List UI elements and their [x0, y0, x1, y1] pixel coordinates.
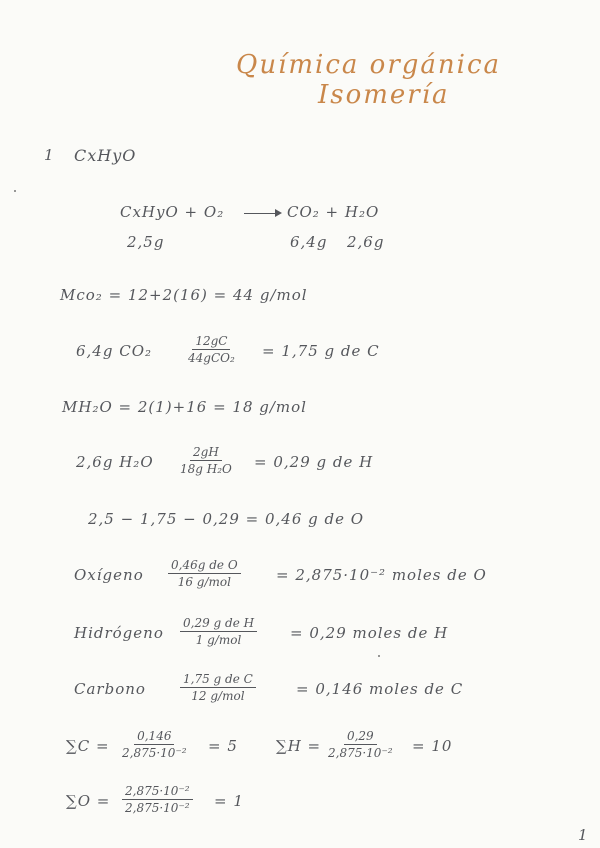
- hydrogen-moles-fraction: [180, 616, 257, 647]
- ratio-o-denominator: 2,875·10⁻²: [125, 801, 190, 815]
- ratio-h-label: ∑H =: [276, 737, 322, 755]
- carbon-calc-fraction: [188, 334, 235, 365]
- page-number: 1: [578, 826, 589, 844]
- mass-reactant: 2,5g: [127, 233, 165, 251]
- molar-mass-co2: Mco₂ = 12+2(16) = 44 g/mol: [60, 286, 308, 304]
- title-line-1: Química orgánica: [236, 50, 502, 80]
- hydrogen-moles-label: Hidrógeno: [74, 624, 164, 642]
- ratio-h-denominator: 2,875·10⁻²: [328, 746, 393, 760]
- ratio-c-numerator: 0,146: [134, 729, 174, 745]
- hydrogen-calc-result: = 0,29 g de H: [254, 453, 374, 471]
- carbon-moles-result: = 0,146 moles de C: [296, 680, 464, 698]
- reaction-left: CxHyO + O₂: [120, 203, 225, 221]
- ratio-h-numerator: 0,29: [344, 729, 377, 745]
- ratio-c-label: ∑C =: [66, 737, 110, 755]
- problem-formula: CxHyO: [74, 146, 137, 165]
- reaction-arrow: [244, 213, 280, 214]
- hydrogen-calc-numerator: 2gH: [190, 445, 222, 461]
- carbon-calc-denominator: 44gCO₂: [188, 351, 235, 365]
- carbon-moles-denominator: 12 g/mol: [191, 689, 245, 703]
- carbon-moles-fraction: [180, 672, 256, 703]
- mass-co2: 6,4g: [290, 233, 328, 251]
- ratio-c-denominator: 2,875·10⁻²: [122, 746, 187, 760]
- oxygen-moles-numerator: 0,46g de O: [168, 558, 241, 574]
- carbon-calc-result: = 1,75 g de C: [262, 342, 380, 360]
- hydrogen-moles-numerator: 0,29 g de H: [180, 616, 257, 632]
- ratio-h-fraction: [328, 729, 393, 760]
- ratio-h-result: = 10: [412, 737, 453, 755]
- ratio-o-fraction: [122, 784, 193, 815]
- oxygen-mass: 2,5 − 1,75 − 0,29 = 0,46 g de O: [88, 510, 365, 528]
- carbon-calc-numerator: 12gC: [192, 334, 230, 350]
- carbon-moles-label: Carbono: [74, 680, 146, 698]
- mass-h2o: 2,6g: [347, 233, 385, 251]
- title-line-2: Isomería: [318, 80, 450, 110]
- ratio-o-label: ∑O =: [66, 792, 111, 810]
- hydrogen-calc-denominator: 18g H₂O: [180, 462, 232, 476]
- ratio-c-fraction: [122, 729, 187, 760]
- hydrogen-moles-denominator: 1 g/mol: [195, 633, 242, 647]
- stray-mark: [378, 655, 380, 657]
- oxygen-moles-label: Oxígeno: [74, 566, 144, 584]
- molar-mass-h2o: MH₂O = 2(1)+16 = 18 g/mol: [62, 398, 307, 416]
- problem-number: 1: [44, 146, 55, 164]
- ratio-o-numerator: 2,875·10⁻²: [122, 784, 193, 800]
- ratio-o-result: = 1: [214, 792, 244, 810]
- oxygen-moles-denominator: 16 g/mol: [177, 575, 231, 589]
- oxygen-moles-result: = 2,875·10⁻² moles de O: [276, 566, 487, 584]
- reaction-right: CO₂ + H₂O: [287, 203, 380, 221]
- ratio-c-result: = 5: [208, 737, 238, 755]
- hydrogen-calc-left: 2,6g H₂O: [76, 453, 154, 471]
- hydrogen-calc-fraction: [180, 445, 232, 476]
- oxygen-moles-fraction: [168, 558, 241, 589]
- hydrogen-moles-result: = 0,29 moles de H: [290, 624, 449, 642]
- carbon-calc-left: 6,4g CO₂: [76, 342, 153, 360]
- stray-mark: [14, 190, 16, 192]
- carbon-moles-numerator: 1,75 g de C: [180, 672, 256, 688]
